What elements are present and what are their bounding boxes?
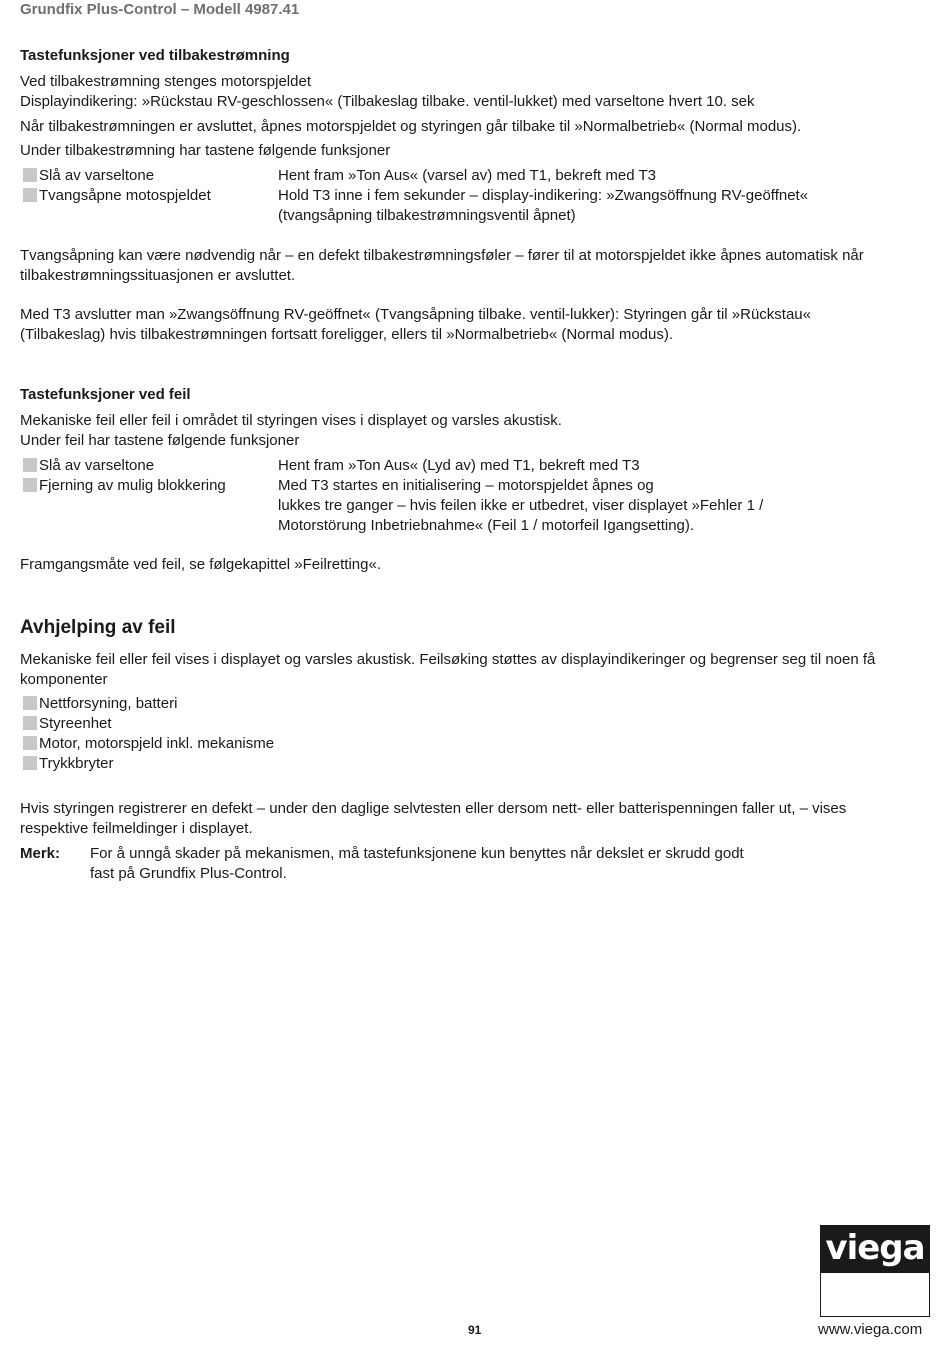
bullet-square-icon [23,716,37,730]
function-key: Tvangsåpne motospjeldet [20,186,211,206]
bullet-square-icon [23,696,37,710]
backflow-heading: Tastefunksjoner ved tilbakestrømning [20,47,290,64]
viega-logo: viega [820,1225,930,1273]
function-description: Hold T3 inne i fem sekunder – display-indikering: »Zwangsöffnung RV-geöffnet« (tvangsåpning tilbakestrømningsventil åpnet) [278,187,809,224]
backflow-note: Tvangsåpning kan være nødvendig når – en defekt tilbakestrømningsføler – fører til at motorspjeldet ikke åpnes automatisk når tilbakestrømningssituasjonen er avsluttet. [20,247,864,284]
fault-line: Under feil har tastene følgende funksjoner [20,432,300,449]
document-header-title: Grundfix Plus-Control – Modell 4987.41 [20,1,300,18]
component-item: Nettforsyning, batteri [20,694,920,714]
function-description: Med T3 startes en initialisering – motorspjeldet åpnes og lukkes tre ganger – hvis feilen ikke er utbedret, viser displayet »Fehler 1 / Motorstörung Inbetriebnahme« (Feil 1 / motorfeil Igangsetting). [278,477,764,534]
bullet-square-icon [23,458,37,472]
fault-procedure: Framgangsmåte ved feil, se følgekapittel »Feilretting«. [20,556,382,573]
function-key: Slå av varseltone [20,456,154,476]
bullet-square-icon [23,168,37,182]
backflow-function-row [20,186,920,226]
bullet-square-icon [23,756,37,770]
backflow-function-row [20,166,920,186]
fault-heading: Tastefunksjoner ved feil [20,386,191,403]
component-list [20,694,920,774]
backflow-line: Ved tilbakestrømning stenges motorspjeldet [20,73,311,90]
fault-function-row [20,476,920,536]
backflow-line: Displayindikering: »Rückstau RV-geschlossen« (Tilbakeslag tilbake. ventil-lukket) med varseltone hvert 10. sek [20,93,755,110]
troubleshooting-defect: Hvis styringen registrerer en defekt – under den daglige selvtesten eller dersom nett- eller batterispenningen faller ut, – vises respektive feilmeldinger i displayet. [20,800,847,837]
logo-frame [820,1273,930,1317]
bullet-square-icon [23,188,37,202]
bullet-square-icon [23,478,37,492]
function-description: Hent fram »Ton Aus« (Lyd av) med T1, bekreft med T3 [278,457,640,474]
troubleshooting-intro: Mekaniske feil eller feil vises i displayet og varsles akustisk. Feilsøking støttes av displayindikeringer og begrenser seg til noen få komponenter [20,651,876,688]
fault-line: Mekaniske feil eller feil i området til styringen vises i displayet og varsles akustisk. [20,412,562,429]
page-number: 91 [468,1323,482,1337]
website-url: www.viega.com [818,1321,923,1338]
function-key: Fjerning av mulig blokkering [20,476,226,496]
bullet-square-icon [23,736,37,750]
function-key: Slå av varseltone [20,166,154,186]
backflow-line: Under tilbakestrømning har tastene følgende funksjoner [20,142,391,159]
note-text: For å unngå skader på mekanismen, må tastefunksjonene kun benyttes når dekslet er skrudd godt fast på Grundfix Plus-Control. [90,845,744,882]
component-item: Styreenhet [20,714,920,734]
fault-function-row [20,456,920,476]
function-description: Hent fram »Ton Aus« (varsel av) med T1, bekreft med T3 [278,167,656,184]
backflow-note: Med T3 avslutter man »Zwangsöffnung RV-geöffnet« (Tvangsåpning tilbake. ventil-lukker): Styringen går til »Rückstau« (Tilbakeslag) hvis tilbakestrømningen fortsatt foreligger, ellers til »Normalbetrieb« (Normal modus). [20,306,811,343]
troubleshooting-heading: Avhjelping av feil [20,617,176,638]
note-label: Merk: [20,845,61,862]
component-item: Motor, motorspjeld inkl. mekanisme [20,734,920,754]
component-item: Trykkbryter [20,754,920,774]
backflow-line: Når tilbakestrømningen er avsluttet, åpnes motorspjeldet og styringen går tilbake til »Normalbetrieb« (Normal modus). [20,118,802,135]
